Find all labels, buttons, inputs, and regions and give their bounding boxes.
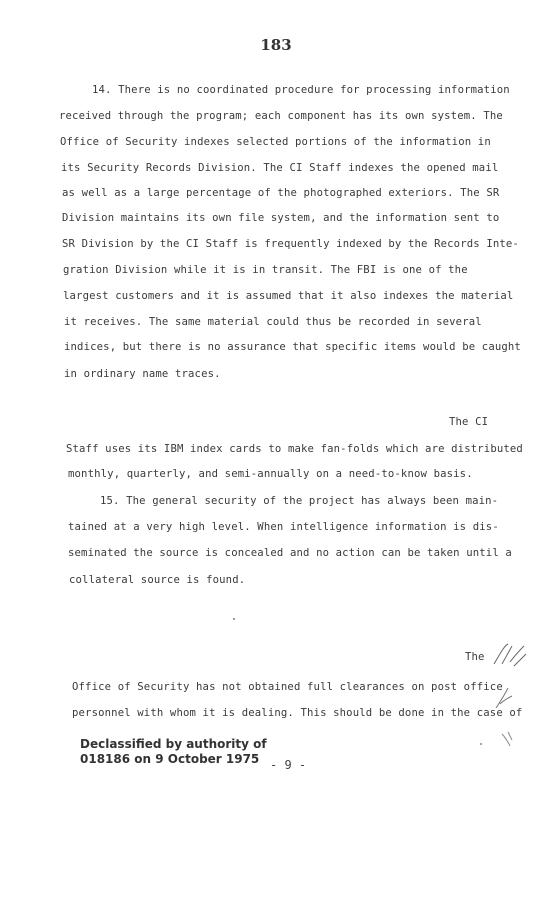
p14-line-4: its Security Records Division. The CI Staff indexes the opened mail — [61, 162, 499, 174]
p15b-line-1: The — [465, 651, 485, 663]
p15b-line-2: Office of Security has not obtained full clearances on post office — [72, 681, 503, 693]
declassification-line-2: 018186 on 9 October 1975 — [80, 752, 260, 766]
p15-line-3: seminated the source is concealed and no action can be taken until a — [68, 547, 512, 559]
handwritten-mark-2 — [492, 682, 516, 712]
p14b-line-1: The CI — [449, 416, 489, 428]
p14-line-6: Division maintains its own file system, and the information sent to — [62, 212, 500, 224]
p14-line-7: SR Division by the CI Staff is frequently indexed by the Records Inte- — [62, 238, 519, 250]
p14-line-5: as well as a large percentage of the photographed exteriors. The SR — [62, 187, 500, 199]
handwritten-mark-3 — [498, 728, 518, 750]
p14-line-12: in ordinary name traces. — [64, 368, 221, 380]
page-number: 183 — [260, 36, 292, 54]
p15-line-4: collateral source is found. — [69, 574, 246, 586]
speck — [480, 743, 482, 745]
speck — [233, 618, 235, 620]
p15-line-2: tained at a very high level. When intelligence information is dis- — [68, 521, 499, 533]
p15-line-1: 15. The general security of the project has always been main- — [100, 495, 499, 507]
footer-page-number: - 9 - — [270, 758, 307, 772]
p14b-line-2: Staff uses its IBM index cards to make fan-folds which are distributed — [66, 443, 523, 455]
p14-line-2: received through the program; each component has its own system. The — [59, 110, 503, 122]
p15b-line-3: personnel with whom it is dealing. This should be done in the case of — [72, 707, 523, 719]
p14-line-8: gration Division while it is in transit. The FBI is one of the — [63, 264, 468, 276]
p14b-line-3: monthly, quarterly, and semi-annually on a need-to-know basis. — [68, 468, 473, 480]
p14-line-3: Office of Security indexes selected portions of the information in — [60, 136, 491, 148]
declassification-line-1: Declassified by authority of — [80, 737, 267, 751]
handwritten-mark — [490, 640, 530, 674]
p14-line-11: indices, but there is no assurance that specific items would be caught — [64, 341, 521, 353]
p14-line-9: largest customers and it is assumed that it also indexes the material — [63, 290, 514, 302]
p14-line-1: 14. There is no coordinated procedure for processing information — [92, 84, 510, 96]
p14-line-10: it receives. The same material could thus be recorded in several — [64, 316, 482, 328]
